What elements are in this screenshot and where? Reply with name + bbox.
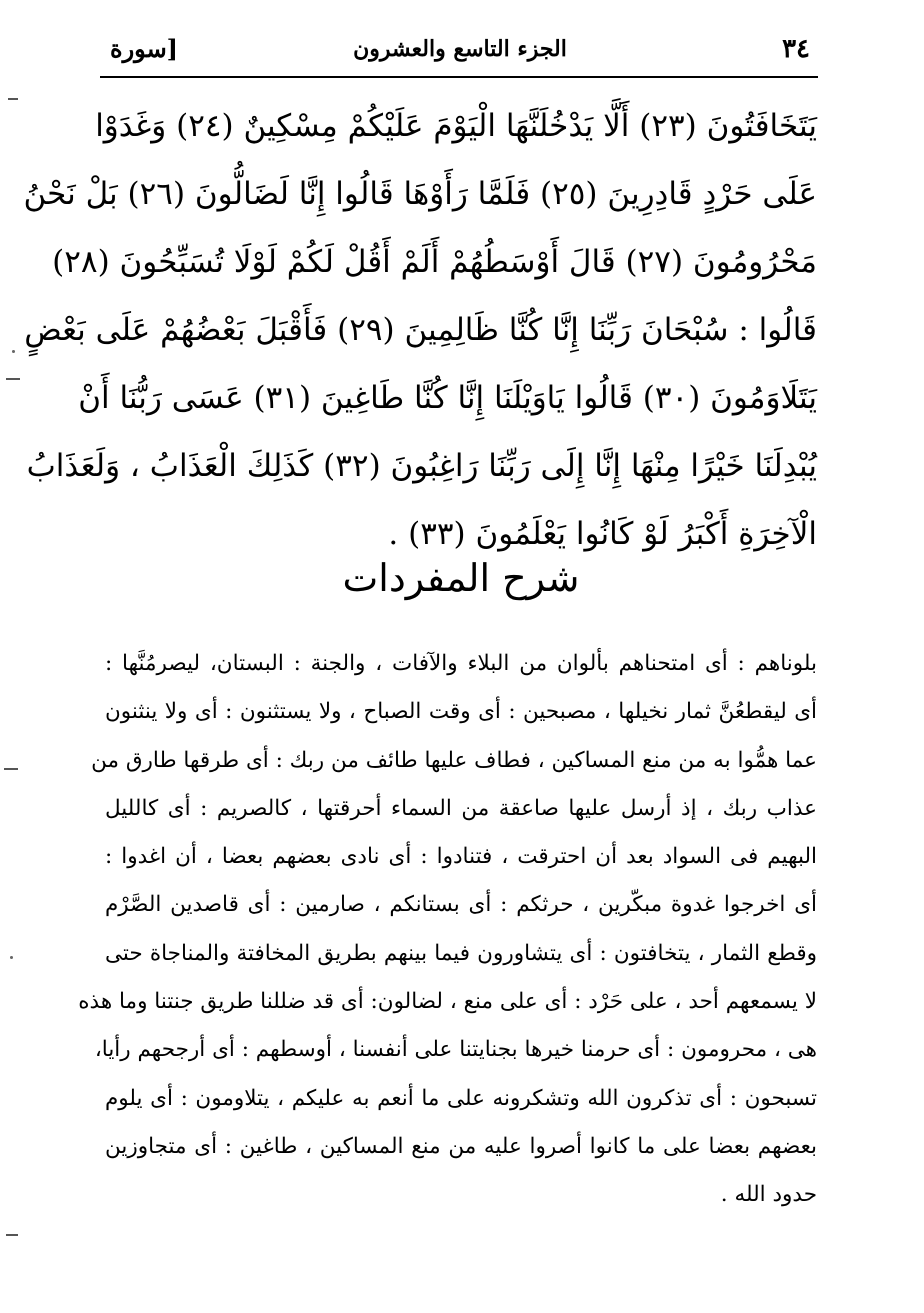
commentary-line: تسبحون : أى تذكرون الله وتشكرونه على ما أنعم به عليكم ، يتلاومون : أى يلوم <box>105 1085 817 1111</box>
quran-verses <box>23 92 817 568</box>
margin-mark <box>4 768 18 770</box>
margin-mark <box>12 350 15 353</box>
margin-mark <box>8 98 18 100</box>
section-heading: شرح المفردات <box>342 556 580 600</box>
commentary-line: عذاب ربك ، إذ أرسل عليها صاعقة من السماء أحرقتها ، كالصريم : أى كالليل <box>105 795 817 821</box>
margin-mark <box>6 378 20 380</box>
verse-line: عَلَى حَرْدٍ قَادِرِينَ (٢٥) فَلَمَّا رَأَوْهَا قَالُوا إِنَّا لَضَالُّونَ (٢٦) بَلْ نَحْنُ <box>23 176 817 212</box>
commentary-line: عما همُّوا به من منع المساكين ، فطاف عليها طائف من ربك : أى طرقها طارق من <box>91 747 817 773</box>
commentary-line: لا يسمعهم أحد ، على حَرْد : أى على منع ، لضالون: أى قد ضللنا طريق جنتنا وما هذه <box>78 989 817 1015</box>
margin-mark <box>10 956 13 959</box>
margin-mark <box>6 1234 18 1236</box>
page-header <box>110 34 810 74</box>
commentary-line: البهيم فى السواد بعد أن احترقت ، فتنادوا : أى نادى بعضهم بعضا ، أن اغدوا : <box>105 844 817 870</box>
verse-line: يَتَلَاوَمُونَ (٣٠) قَالُوا يَاوَيْلَنَا إِنَّا كُنَّا طَاغِينَ (٣١) عَسَى رَبُّنَا أَنْ <box>78 380 817 416</box>
commentary-line: بلوناهم : أى امتحناهم بألوان من البلاء والآفات ، والجنة : البستان، ليصرمُنَّها : <box>105 651 817 676</box>
verse-line: يُبْدِلَنَا خَيْرًا مِنْهَا إِنَّا إِلَى رَبِّنَا رَاغِبُونَ (٣٢) كَذَلِكَ الْعَذَابُ ، وَلَعَذَابُ <box>26 448 817 484</box>
commentary <box>78 640 817 1220</box>
verse-line: قَالُوا : سُبْحَانَ رَبِّنَا إِنَّا كُنَّا ظَالِمِينَ (٢٩) فَأَقْبَلَ بَعْضُهُمْ عَلَى بَعْضٍ <box>24 312 817 348</box>
commentary-line: حدود الله . <box>720 1182 817 1208</box>
verse-line: مَحْرُومُونَ (٢٧) قَالَ أَوْسَطُهُمْ أَلَمْ أَقُلْ لَكُمْ لَوْلَا تُسَبِّحُونَ (٢٨) <box>52 244 817 280</box>
header-rule <box>100 76 818 78</box>
verse-line: يَتَخَافَتُونَ (٢٣) أَلَّا يَدْخُلَنَّهَا الْيَوْمَ عَلَيْكُمْ مِسْكِينٌ (٢٤) وَغَدَوْا <box>95 108 817 144</box>
commentary-line: أى اخرجوا غدوة مبكّرين ، حرثكم : أى بستانكم ، صارمين : أى قاصدين الصَّرْم <box>105 892 817 918</box>
verse-line: الْآخِرَةِ أَكْبَرُ لَوْ كَانُوا يَعْلَمُونَ (٣٣) . <box>388 516 817 552</box>
commentary-line: وقطع الثمار ، يتخافتون : أى يتشاورون فيما بينهم بطريق المخافتة والمناجاة حتى <box>105 940 817 966</box>
page-number: ٣٤ <box>782 34 810 64</box>
commentary-line: بعضهم بعضا على ما كانوا أصروا عليه من منع المساكين ، طاغين : أى متجاوزين <box>105 1133 817 1159</box>
commentary-line: أى ليقطعُنَّ ثمار نخيلها ، مصبحين : أى وقت الصباح ، ولا يستثنون : أى ولا ينثنون <box>105 699 817 725</box>
running-title: الجزء التاسع والعشرون <box>353 36 567 62</box>
surah-label: [سورة <box>110 34 179 63</box>
commentary-line: هى ، محرومون : أى حرمنا خيرها بجنايتنا على أنفسنا ، أوسطهم : أى أرجحهم رأيا، <box>94 1037 817 1063</box>
